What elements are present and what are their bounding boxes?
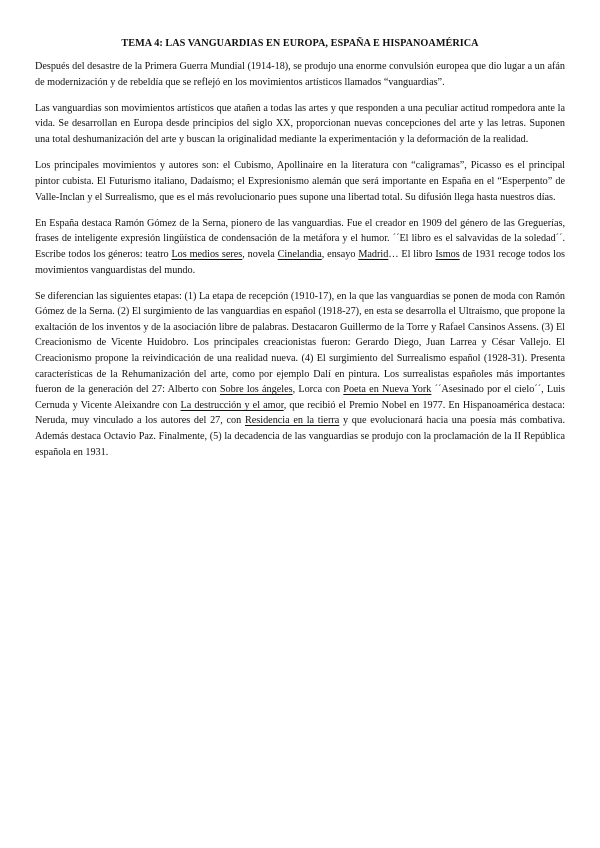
book-title-cinelandia: Cinelandia [277, 248, 322, 260]
document-body [35, 59, 565, 471]
text-run: , novela [242, 248, 278, 260]
paragraph-gomez-de-la-serna [35, 216, 565, 278]
book-title-residencia-en-la-tierra: Residencia en la tierra [244, 415, 340, 427]
book-title-los-medios-seres: Los medios seres [171, 248, 243, 260]
paragraph-definition: Las vanguardias son movimientos artísticos que atañen a todas las artes y que responden a una peculiar actitud rompedora ante la vida. Se desarrollan en Europa desde principios del siglo XX, proporcionan nuevas concepciones del arte y las letras. Suponen una total deshumanización del arte y buscan la originalidad mediante la experimentación y la deformación de la realidad. [35, 102, 565, 145]
text-run: Se diferencian las siguientes etapas: (1) La etapa de recepción (1910-17), en la que las vanguardias se ponen de moda con Ramón Gómez de la Serna. (2) El surgimiento de las vanguardias en español (1918-27), en esta se desarrolla el Ultraísmo, que propone la exaltación de los inventos y de la asociación libre de palabras. Destacaron Guillermo de la Torre y Rafael Cansinos Assens. (3) El Creacionismo de Vicente Huidobro. Los principales creacionistas fueron: Gerardo Diego, Juan Larrea y César Vallejo. El Creacionismo propone la reivindicación de una realidad nueva. (4) El surgimiento del Surrealismo español (1928-31). Presenta características de la Rehumanización del arte, como por ejemplo Dalí en pintura. Los surrealistas españoles más importantes fueron de la generación del 27: Alberto con [35, 290, 565, 396]
text-run: , ensayo [321, 248, 359, 260]
paragraph-introduction: Después del desastre de la Primera Guerra Mundial (1914-18), se produjo una enorme convulsión europea que dio lugar a un afán de modernización y de rebeldía que se reflejó en los movimientos artísticos llamados “vanguardias”. [35, 61, 565, 88]
book-title-sobre-los-angeles: Sobre los ángeles [219, 384, 293, 396]
text-run: ´´Asesinado por el cielo´´, Luis Cernuda y Vicente Aleixandre con [35, 384, 565, 411]
text-run: … El libro [388, 248, 436, 260]
paragraph-movements: Los principales movimientos y autores son: el Cubismo, Apollinaire en la literatura con “caligramas”, Picasso es el principal pintor cubista. El Futurismo italiano, Dadaísmo; el Expresionismo alemán que será importante en España en el “Esperpento” de Valle-Inclan y el Surrealismo, que es el más revolucionario pues supone una libertad total. Su difusión llega hasta nuestros días. [35, 160, 565, 203]
paragraph-stages [35, 289, 565, 461]
text-run: En España destaca Ramón Gómez de la Serna, pionero de las vanguardias. Fue el creador en 1909 del género de las Greguerías, frases de inteligente expresión lingüística de condensación de la metáfora y el humor. ´´El libro es el salvavidas de la soledad´´. Escribe todos los géneros: teatro [35, 217, 565, 260]
page-title: TEMA 4: LAS VANGUARDIAS EN EUROPA, ESPAÑA E HISPANOAMÉRICA [121, 38, 479, 49]
book-title-poeta-en-nueva-york: Poeta en Nueva York [343, 384, 432, 396]
book-title-madrid: Madrid [358, 248, 389, 260]
book-title-la-destruccion-y-el-amor: La destrucción y el amor [180, 399, 284, 411]
text-run: y que evolucionará hacia una poesía más combativa. Además destaca Octavio Paz. Finalmente, (5) la decadencia de las vanguardias se produjo con la proclamación de la II República española en 1931. [35, 415, 566, 458]
text-run: de 1931 recoge todos los movimientos vanguardistas del mundo. [35, 248, 566, 276]
book-title-ismos: Ismos [435, 248, 460, 260]
text-run: , Lorca con [292, 384, 344, 396]
text-run: , que recibió el Premio Nobel en 1977. En Hispanoamérica destaca: Neruda, muy vinculado a los autores del 27, con [35, 399, 565, 427]
